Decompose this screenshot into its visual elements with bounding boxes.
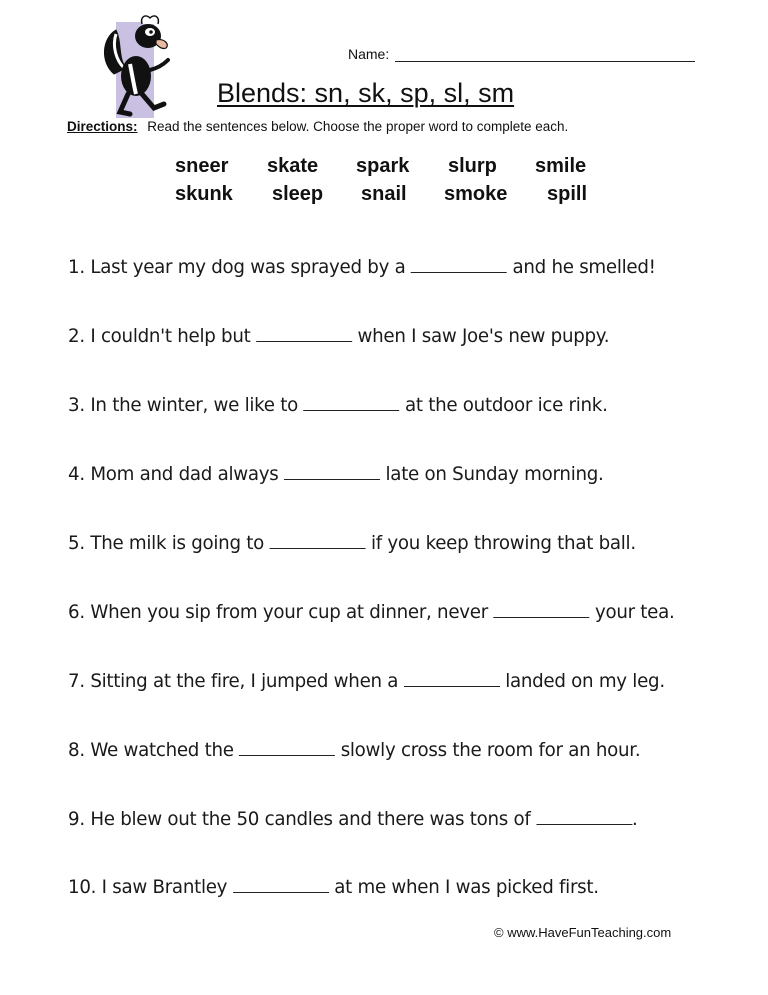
question-2 (68, 325, 609, 347)
name-label: Name: (348, 46, 390, 62)
answer-blank[interactable] (233, 891, 329, 893)
question-6 (68, 601, 675, 623)
question-text: 4. Mom and dad always (68, 463, 285, 485)
word-bank-item: slurp (448, 155, 497, 177)
skunk-icon (92, 12, 188, 120)
question-text: and he smelled! (507, 256, 656, 278)
question-text: 5. The milk is going to (68, 532, 270, 554)
question-text: landed on my leg. (499, 670, 665, 692)
answer-blank[interactable] (493, 616, 589, 618)
question-text: if you keep throwing that ball. (365, 532, 636, 554)
name-blank-line (395, 47, 695, 62)
question-text: your tea. (589, 601, 675, 623)
answer-blank[interactable] (536, 823, 632, 825)
question-text: 10. I saw Brantley (68, 876, 233, 898)
question-text: 2. I couldn't help but (68, 325, 256, 347)
word-bank-item: sneer (175, 155, 229, 177)
answer-blank[interactable] (404, 685, 500, 687)
word-bank-item: spill (547, 183, 588, 205)
word-bank-item: snail (361, 183, 407, 205)
question-text: 7. Sitting at the fire, I jumped when a (68, 670, 404, 692)
copyright-footer: © www.HaveFunTeaching.com (494, 925, 672, 940)
directions-label: Directions: (67, 119, 138, 134)
question-7 (68, 670, 665, 692)
question-text: late on Sunday morning. (380, 463, 604, 485)
worksheet-title: Blends: sn, sk, sp, sl, sm (217, 78, 515, 108)
word-bank-item: spark (356, 155, 410, 177)
question-9 (68, 808, 638, 830)
question-text: 3. In the winter, we like to (68, 394, 304, 416)
word-bank-item: smoke (444, 183, 508, 205)
answer-blank[interactable] (269, 547, 365, 549)
question-text: at me when I was picked first. (328, 876, 599, 898)
skunk-mascot-illustration (92, 12, 188, 120)
directions-text: Read the sentences below. Choose the proper word to complete each. (147, 119, 569, 134)
question-text: at the outdoor ice rink. (399, 394, 608, 416)
word-bank-item: sleep (272, 183, 324, 205)
question-text: when I saw Joe's new puppy. (351, 325, 610, 347)
directions (67, 119, 568, 134)
question-1 (68, 256, 656, 278)
answer-blank[interactable] (284, 478, 380, 480)
question-text: 9. He blew out the 50 candles and there was tons of (68, 808, 537, 830)
name-field (348, 46, 695, 62)
answer-blank[interactable] (303, 409, 399, 411)
question-text: . (632, 808, 638, 830)
word-bank-item: skunk (175, 183, 233, 205)
word-bank-item: smile (535, 155, 587, 177)
answer-blank[interactable] (411, 271, 507, 273)
question-8 (68, 739, 640, 761)
question-text: 8. We watched the (68, 739, 240, 761)
question-10 (68, 876, 599, 898)
answer-blank[interactable] (256, 340, 352, 342)
word-bank-item: skate (267, 155, 319, 177)
question-text: 1. Last year my dog was sprayed by a (68, 256, 412, 278)
question-4 (68, 463, 604, 485)
question-3 (68, 394, 608, 416)
answer-blank[interactable] (239, 754, 335, 756)
question-text: slowly cross the room for an hour. (335, 739, 641, 761)
question-text: 6. When you sip from your cup at dinner, never (68, 601, 494, 623)
question-5 (68, 532, 636, 554)
